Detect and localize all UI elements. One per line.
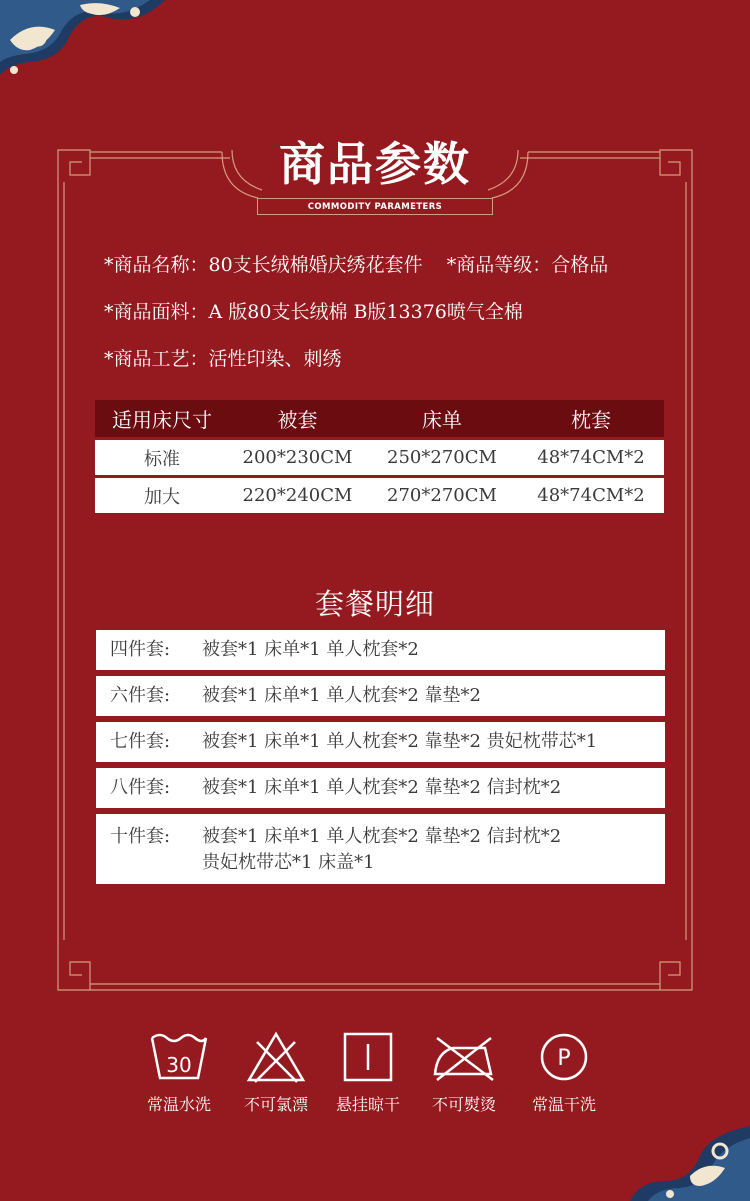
table-header: 适用床尺寸 (95, 400, 229, 439)
list-item (96, 676, 665, 716)
param-craft (104, 346, 684, 393)
package-contents: 被套*1 床单*1 单人枕套*2 (202, 639, 419, 660)
page-subtitle: COMMODITY PARAMETERS (307, 201, 443, 212)
care-label: 悬挂晾干 (335, 1095, 400, 1114)
care-label: 不可氯漂 (243, 1095, 308, 1114)
no-iron-icon (431, 1030, 497, 1084)
subtitle-box (257, 198, 493, 215)
package-name: 十件套: (110, 826, 171, 847)
package-contents (202, 814, 665, 884)
package-contents: 被套*1 床单*1 单人枕套*2 靠垫*2 (202, 685, 481, 706)
param-name-grade (104, 252, 684, 299)
size-table (95, 400, 664, 513)
table-cell: 标准 (95, 439, 229, 477)
param-grade: *商品等级：合格品 (446, 254, 609, 276)
param-fabric (104, 299, 684, 346)
table-row (95, 477, 664, 514)
wash-30-icon (148, 1030, 210, 1084)
table-header: 床单 (366, 400, 518, 439)
list-item (96, 814, 665, 884)
no-bleach-icon (245, 1030, 307, 1084)
package-contents-line: 被套*1 床单*1 单人枕套*2 靠垫*2 信封枕*2 (202, 826, 562, 847)
package-name: 六件套: (110, 685, 171, 706)
dry-clean-icon (533, 1030, 595, 1084)
care-item (514, 1030, 614, 1115)
table-cell: 250*270CM (366, 439, 518, 477)
dry-clean-letter: P (557, 1046, 571, 1071)
table-cell: 加大 (95, 477, 229, 514)
list-item (96, 768, 665, 808)
care-item (129, 1030, 229, 1115)
care-label: 常温干洗 (531, 1095, 596, 1114)
package-contents-line: 贵妃枕带芯*1 床盖*1 (202, 852, 375, 873)
package-name: 八件套: (110, 777, 171, 798)
package-contents: 被套*1 床单*1 单人枕套*2 靠垫*2 贵妃枕带芯*1 (202, 731, 598, 752)
package-name: 四件套: (110, 639, 171, 660)
care-label: 常温水洗 (146, 1095, 211, 1114)
table-cell: 48*74CM*2 (518, 439, 664, 477)
param-craft-text: *商品工艺：活性印染、刺绣 (104, 348, 342, 370)
package-name: 七件套: (110, 731, 171, 752)
table-header: 枕套 (518, 400, 664, 439)
list-item (96, 722, 665, 762)
packages-title: 套餐明细 (314, 587, 435, 621)
care-item (318, 1030, 418, 1115)
package-contents: 被套*1 床单*1 单人枕套*2 靠垫*2 信封枕*2 (202, 777, 562, 798)
wash-temperature: 30 (166, 1053, 192, 1077)
list-item (96, 630, 665, 670)
table-cell: 200*230CM (229, 439, 366, 477)
table-header-row (95, 400, 664, 439)
table-cell: 48*74CM*2 (518, 477, 664, 514)
table-header: 被套 (229, 400, 366, 439)
care-item (414, 1030, 514, 1115)
param-fabric-text: *商品面料：A 版80支长绒棉 B版13376喷气全棉 (104, 301, 523, 323)
param-name: *商品名称：80支长绒棉婚庆绣花套件 (104, 254, 423, 276)
table-row (95, 439, 664, 477)
page-title: 商品参数 (279, 137, 471, 191)
package-list (96, 630, 665, 890)
table-cell: 220*240CM (229, 477, 366, 514)
care-label: 不可熨烫 (431, 1095, 496, 1114)
product-params (104, 252, 684, 393)
hang-dry-icon (337, 1030, 399, 1084)
table-cell: 270*270CM (366, 477, 518, 514)
care-item (226, 1030, 326, 1115)
